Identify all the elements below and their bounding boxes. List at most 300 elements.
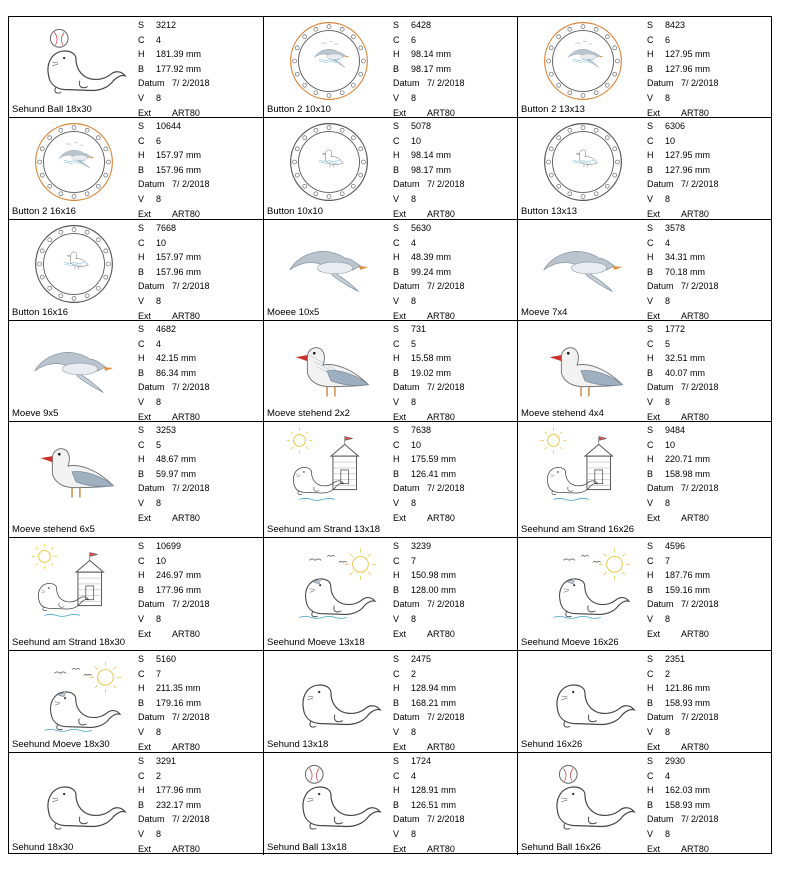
meta-label: V — [393, 193, 400, 204]
meta-label: S — [393, 654, 400, 664]
design-cell[interactable] — [9, 118, 263, 219]
seal-ball-icon — [270, 757, 388, 837]
meta-label: V — [647, 828, 654, 839]
meta-stitches — [393, 652, 515, 667]
meta-label: C — [393, 555, 400, 566]
meta-label: S — [647, 324, 654, 334]
meta-value: 8 — [411, 295, 417, 306]
meta-stitches — [138, 119, 260, 134]
meta-label: C — [647, 555, 654, 566]
meta-version — [393, 827, 515, 842]
meta-label: B — [647, 266, 654, 277]
meta-version — [647, 496, 769, 511]
meta-date — [393, 76, 515, 91]
meta-colors — [138, 337, 260, 352]
meta-value: 98.14 mm — [411, 49, 452, 60]
meta-height — [138, 148, 260, 163]
design-cell[interactable] — [9, 422, 263, 537]
meta-height — [647, 148, 769, 163]
meta-stitches — [647, 423, 769, 438]
meta-label: B — [138, 584, 145, 595]
meta-value: 731 — [411, 324, 427, 334]
meta-label: V — [647, 497, 654, 508]
meta-value: 86.34 mm — [156, 367, 197, 378]
design-cell[interactable] — [9, 538, 263, 650]
meta-label: H — [138, 353, 145, 364]
meta-stitches — [393, 423, 515, 438]
meta-value: 175.59 mm — [411, 454, 457, 465]
design-metadata — [138, 221, 260, 323]
design-metadata — [138, 754, 260, 856]
meta-value: 98.14 mm — [411, 150, 452, 161]
meta-value: 2 — [411, 668, 417, 679]
meta-value: 7/ 2/2018 — [427, 78, 465, 89]
design-name: Sehund 13x18 — [267, 739, 329, 750]
meta-label: Ext — [647, 628, 661, 639]
meta-stitches — [393, 754, 515, 769]
meta-value: 8 — [411, 92, 417, 103]
meta-label: Datum — [138, 78, 165, 89]
meta-label: V — [138, 396, 145, 407]
meta-colors — [393, 769, 515, 784]
meta-height — [138, 452, 260, 467]
meta-colors — [647, 236, 769, 251]
design-metadata — [138, 119, 260, 221]
meta-date — [393, 481, 515, 496]
meta-colors — [138, 769, 260, 784]
meta-value: 4 — [156, 34, 162, 45]
meta-width — [647, 467, 769, 482]
design-cell[interactable] — [517, 538, 771, 650]
meta-value: 159.16 mm — [665, 584, 711, 595]
meta-value: 2930 — [665, 756, 686, 766]
table-row — [9, 321, 771, 422]
design-name: Sehund Ball 13x18 — [267, 842, 347, 853]
seal-ball-icon — [15, 21, 133, 101]
meta-value: 8 — [411, 193, 417, 204]
seal-ball-icon — [524, 757, 642, 837]
meta-value: ART80 — [172, 843, 200, 854]
meta-value: 6 — [411, 34, 417, 45]
meta-value: 6428 — [411, 20, 432, 30]
meta-label: B — [393, 468, 400, 479]
meta-label: H — [393, 49, 400, 60]
meta-value: 2351 — [665, 654, 686, 664]
design-metadata — [393, 322, 515, 424]
meta-value: 158.93 mm — [665, 697, 711, 708]
table-row — [9, 538, 771, 651]
meta-label: H — [393, 150, 400, 161]
meta-value: 8 — [156, 613, 162, 624]
meta-label: Datum — [138, 599, 165, 610]
meta-height — [647, 681, 769, 696]
meta-label: B — [393, 266, 400, 277]
meta-version — [393, 496, 515, 511]
meta-date — [393, 812, 515, 827]
meta-version — [138, 725, 260, 740]
meta-label: S — [138, 756, 145, 766]
meta-value: 157.97 mm — [156, 252, 202, 263]
meta-height — [647, 452, 769, 467]
meta-value: 7638 — [411, 425, 432, 435]
meta-stitches — [138, 754, 260, 769]
meta-version — [138, 91, 260, 106]
meta-label: Ext — [647, 208, 661, 219]
table-row — [9, 118, 771, 220]
meta-value: 7/ 2/2018 — [427, 281, 465, 292]
meta-height — [647, 783, 769, 798]
meta-stitches — [393, 322, 515, 337]
meta-version — [138, 827, 260, 842]
meta-value: 98.17 mm — [411, 164, 452, 175]
design-cell[interactable] — [517, 17, 771, 117]
design-cell[interactable] — [263, 651, 517, 752]
meta-label: S — [647, 223, 654, 233]
meta-value: ART80 — [681, 411, 709, 422]
meta-label: S — [393, 425, 400, 435]
meta-label: C — [393, 237, 400, 248]
meta-value: 2 — [665, 668, 671, 679]
meta-value: ART80 — [427, 310, 455, 321]
meta-value: ART80 — [427, 411, 455, 422]
meta-label: B — [138, 468, 145, 479]
porthole-seagull-icon — [270, 21, 388, 101]
seal-gull-sun-icon — [524, 542, 642, 622]
design-cell[interactable] — [517, 651, 771, 752]
meta-colors — [647, 667, 769, 682]
meta-date — [647, 279, 769, 294]
design-name: Seehund am Strand 13x18 — [267, 524, 381, 535]
meta-colors — [647, 33, 769, 48]
meta-colors — [138, 33, 260, 48]
table-row — [9, 422, 771, 538]
meta-label: S — [138, 425, 145, 435]
design-metadata — [393, 652, 515, 754]
meta-height — [138, 351, 260, 366]
meta-value: 8 — [411, 828, 417, 839]
meta-label: C — [647, 770, 654, 781]
meta-stitches — [647, 119, 769, 134]
meta-label: Datum — [647, 483, 674, 494]
meta-stitches — [138, 539, 260, 554]
meta-height — [138, 681, 260, 696]
meta-version — [393, 192, 515, 207]
design-name: Sehund Ball 16x26 — [521, 842, 601, 853]
meta-height — [393, 452, 515, 467]
meta-stitches — [647, 652, 769, 667]
meta-colors — [138, 134, 260, 149]
design-cell[interactable] — [517, 118, 771, 219]
design-name: Sehund 18x30 — [12, 842, 74, 853]
meta-value: 211.35 mm — [156, 683, 201, 694]
meta-value: 99.24 mm — [411, 266, 452, 277]
meta-value: 8 — [156, 828, 162, 839]
meta-version — [393, 395, 515, 410]
meta-colors — [647, 554, 769, 569]
meta-label: V — [138, 92, 145, 103]
meta-colors — [647, 438, 769, 453]
meta-label: V — [393, 92, 400, 103]
meta-version — [393, 725, 515, 740]
meta-label: B — [393, 164, 400, 175]
meta-label: S — [647, 541, 654, 551]
meta-label: H — [138, 454, 145, 465]
meta-version — [138, 612, 260, 627]
meta-label: Ext — [647, 741, 661, 752]
meta-label: S — [647, 654, 654, 664]
flying-seagull-icon — [524, 224, 642, 304]
meta-stitches — [138, 652, 260, 667]
meta-label: H — [393, 683, 400, 694]
meta-label: Datum — [647, 712, 674, 723]
porthole-seagull-icon — [524, 21, 642, 101]
meta-value: 7/ 2/2018 — [681, 382, 719, 393]
meta-value: 7/ 2/2018 — [172, 814, 210, 825]
meta-label: H — [647, 785, 654, 796]
meta-ext — [393, 511, 515, 526]
meta-value: 7/ 2/2018 — [172, 483, 210, 494]
meta-value: 10 — [411, 135, 422, 146]
meta-label: C — [138, 555, 145, 566]
table-row — [9, 17, 771, 118]
meta-stitches — [647, 539, 769, 554]
meta-label: H — [138, 150, 145, 161]
meta-label: V — [393, 613, 400, 624]
meta-label: B — [647, 584, 654, 595]
meta-value: ART80 — [681, 208, 709, 219]
meta-value: 1772 — [665, 324, 686, 334]
design-cell[interactable] — [263, 321, 517, 421]
design-name: Button 2 13x13 — [521, 104, 585, 115]
meta-value: 10 — [411, 439, 422, 450]
table-row — [9, 651, 771, 753]
meta-value: 7668 — [156, 223, 177, 233]
meta-label: Datum — [393, 78, 420, 89]
design-cell[interactable] — [517, 220, 771, 320]
design-metadata — [647, 652, 769, 754]
meta-label: S — [138, 324, 145, 334]
meta-value: 3239 — [411, 541, 432, 551]
meta-value: 48.67 mm — [156, 454, 197, 465]
meta-value: 2475 — [411, 654, 432, 664]
porthole-gull-outline-icon — [270, 122, 388, 202]
meta-value: 157.97 mm — [156, 150, 202, 161]
meta-value: 7/ 2/2018 — [681, 483, 719, 494]
design-cell[interactable] — [9, 220, 263, 320]
design-cell[interactable] — [263, 118, 517, 219]
meta-value: 7/ 2/2018 — [172, 179, 210, 190]
meta-label: S — [138, 541, 145, 551]
meta-label: H — [393, 353, 400, 364]
meta-stitches — [138, 322, 260, 337]
design-name: Seehund am Strand 18x30 — [12, 637, 126, 648]
meta-value: ART80 — [681, 628, 709, 639]
meta-colors — [393, 236, 515, 251]
meta-value: 7/ 2/2018 — [427, 712, 465, 723]
meta-label: B — [393, 63, 400, 74]
meta-label: H — [647, 49, 654, 60]
seal-beach-hut-icon — [15, 542, 133, 622]
meta-width — [138, 163, 260, 178]
meta-label: H — [393, 252, 400, 263]
meta-version — [393, 294, 515, 309]
meta-label: H — [393, 785, 400, 796]
design-name: Sehund Ball 18x30 — [12, 104, 92, 115]
porthole-gull-outline-icon — [524, 122, 642, 202]
seal-outline-icon — [15, 757, 133, 837]
meta-value: 8 — [411, 497, 417, 508]
meta-label: B — [647, 697, 654, 708]
meta-date — [138, 710, 260, 725]
meta-date — [138, 812, 260, 827]
meta-value: 7/ 2/2018 — [681, 599, 719, 610]
meta-value: 177.96 mm — [156, 785, 202, 796]
meta-value: 8 — [156, 396, 162, 407]
meta-label: B — [138, 164, 145, 175]
meta-width — [138, 696, 260, 711]
meta-label: Ext — [647, 310, 661, 321]
meta-ext — [647, 740, 769, 755]
meta-value: 15.58 mm — [411, 353, 452, 364]
standing-seagull-sketch-icon — [270, 325, 388, 405]
meta-ext — [138, 740, 260, 755]
meta-ext — [647, 511, 769, 526]
design-cell[interactable] — [9, 651, 263, 752]
meta-value: 19.02 mm — [411, 367, 452, 378]
meta-height — [138, 783, 260, 798]
meta-value: 126.51 mm — [411, 799, 457, 810]
meta-stitches — [393, 539, 515, 554]
meta-value: 127.95 mm — [665, 150, 711, 161]
meta-value: 128.94 mm — [411, 683, 457, 694]
meta-value: 5160 — [156, 654, 177, 664]
meta-label: V — [393, 396, 400, 407]
meta-colors — [647, 134, 769, 149]
meta-stitches — [138, 18, 260, 33]
meta-label: V — [393, 726, 400, 737]
meta-colors — [138, 554, 260, 569]
meta-width — [138, 265, 260, 280]
design-name: Moeve stehend 2x2 — [267, 408, 350, 419]
meta-value: 128.91 mm — [411, 785, 457, 796]
design-cell[interactable] — [263, 753, 517, 855]
meta-date — [138, 597, 260, 612]
meta-label: V — [138, 497, 145, 508]
meta-height — [393, 568, 515, 583]
meta-value: 8 — [665, 726, 671, 737]
design-cell[interactable] — [263, 538, 517, 650]
design-cell[interactable] — [9, 17, 263, 117]
meta-ext — [138, 842, 260, 857]
meta-label: B — [647, 468, 654, 479]
meta-label: H — [393, 454, 400, 465]
meta-value: 3212 — [156, 20, 177, 30]
meta-label: Ext — [393, 208, 407, 219]
design-cell[interactable] — [263, 17, 517, 117]
meta-label: Datum — [647, 599, 674, 610]
meta-label: C — [138, 770, 145, 781]
meta-value: 4 — [665, 237, 671, 248]
meta-version — [138, 294, 260, 309]
meta-label: B — [393, 799, 400, 810]
meta-value: ART80 — [172, 107, 200, 118]
meta-value: 3578 — [665, 223, 686, 233]
meta-value: 7/ 2/2018 — [172, 712, 210, 723]
meta-ext — [393, 842, 515, 857]
meta-value: 8 — [156, 92, 162, 103]
meta-value: 127.96 mm — [665, 63, 711, 74]
meta-ext — [138, 207, 260, 222]
meta-value: 7/ 2/2018 — [681, 712, 719, 723]
meta-colors — [393, 134, 515, 149]
meta-value: 59.97 mm — [156, 468, 197, 479]
meta-label: Ext — [138, 208, 152, 219]
meta-value: 5078 — [411, 121, 432, 131]
meta-value: 8 — [156, 726, 162, 737]
meta-width — [138, 583, 260, 598]
meta-ext — [647, 207, 769, 222]
design-metadata — [647, 119, 769, 221]
meta-value: 4 — [665, 770, 671, 781]
meta-width — [138, 798, 260, 813]
meta-value: 6306 — [665, 121, 686, 131]
meta-height — [393, 47, 515, 62]
design-cell[interactable] — [517, 321, 771, 421]
meta-label: Ext — [647, 411, 661, 422]
design-cell[interactable] — [517, 753, 771, 855]
standing-seagull-icon — [15, 426, 133, 506]
meta-value: 7 — [411, 555, 417, 566]
meta-value: ART80 — [681, 512, 709, 523]
meta-label: C — [393, 439, 400, 450]
meta-ext — [138, 627, 260, 642]
design-name: Seehund Moeve 13x18 — [267, 637, 365, 648]
meta-value: 127.96 mm — [665, 164, 711, 175]
meta-label: V — [138, 726, 145, 737]
meta-label: C — [138, 338, 145, 349]
meta-date — [393, 279, 515, 294]
meta-label: V — [138, 295, 145, 306]
meta-label: B — [138, 63, 145, 74]
meta-value: 157.96 mm — [156, 266, 202, 277]
design-cell[interactable] — [9, 753, 263, 855]
design-name: Moeve 9x5 — [12, 408, 59, 419]
design-cell[interactable] — [9, 321, 263, 421]
meta-colors — [393, 438, 515, 453]
meta-label: V — [647, 613, 654, 624]
meta-label: V — [393, 497, 400, 508]
design-metadata — [138, 322, 260, 424]
meta-label: B — [647, 367, 654, 378]
meta-label: C — [138, 237, 145, 248]
meta-version — [647, 827, 769, 842]
design-cell[interactable] — [517, 422, 771, 537]
design-cell[interactable] — [263, 220, 517, 320]
meta-value: 8 — [665, 295, 671, 306]
meta-colors — [138, 438, 260, 453]
meta-date — [647, 710, 769, 725]
design-name: Sehund 16x26 — [521, 739, 583, 750]
meta-value: 34.31 mm — [665, 252, 706, 263]
meta-label: Datum — [138, 814, 165, 825]
design-cell[interactable] — [263, 422, 517, 537]
meta-value: 8 — [411, 726, 417, 737]
meta-date — [647, 597, 769, 612]
meta-value: 32.51 mm — [665, 353, 706, 364]
meta-label: Ext — [393, 512, 407, 523]
meta-height — [138, 568, 260, 583]
meta-value: 7/ 2/2018 — [172, 599, 210, 610]
